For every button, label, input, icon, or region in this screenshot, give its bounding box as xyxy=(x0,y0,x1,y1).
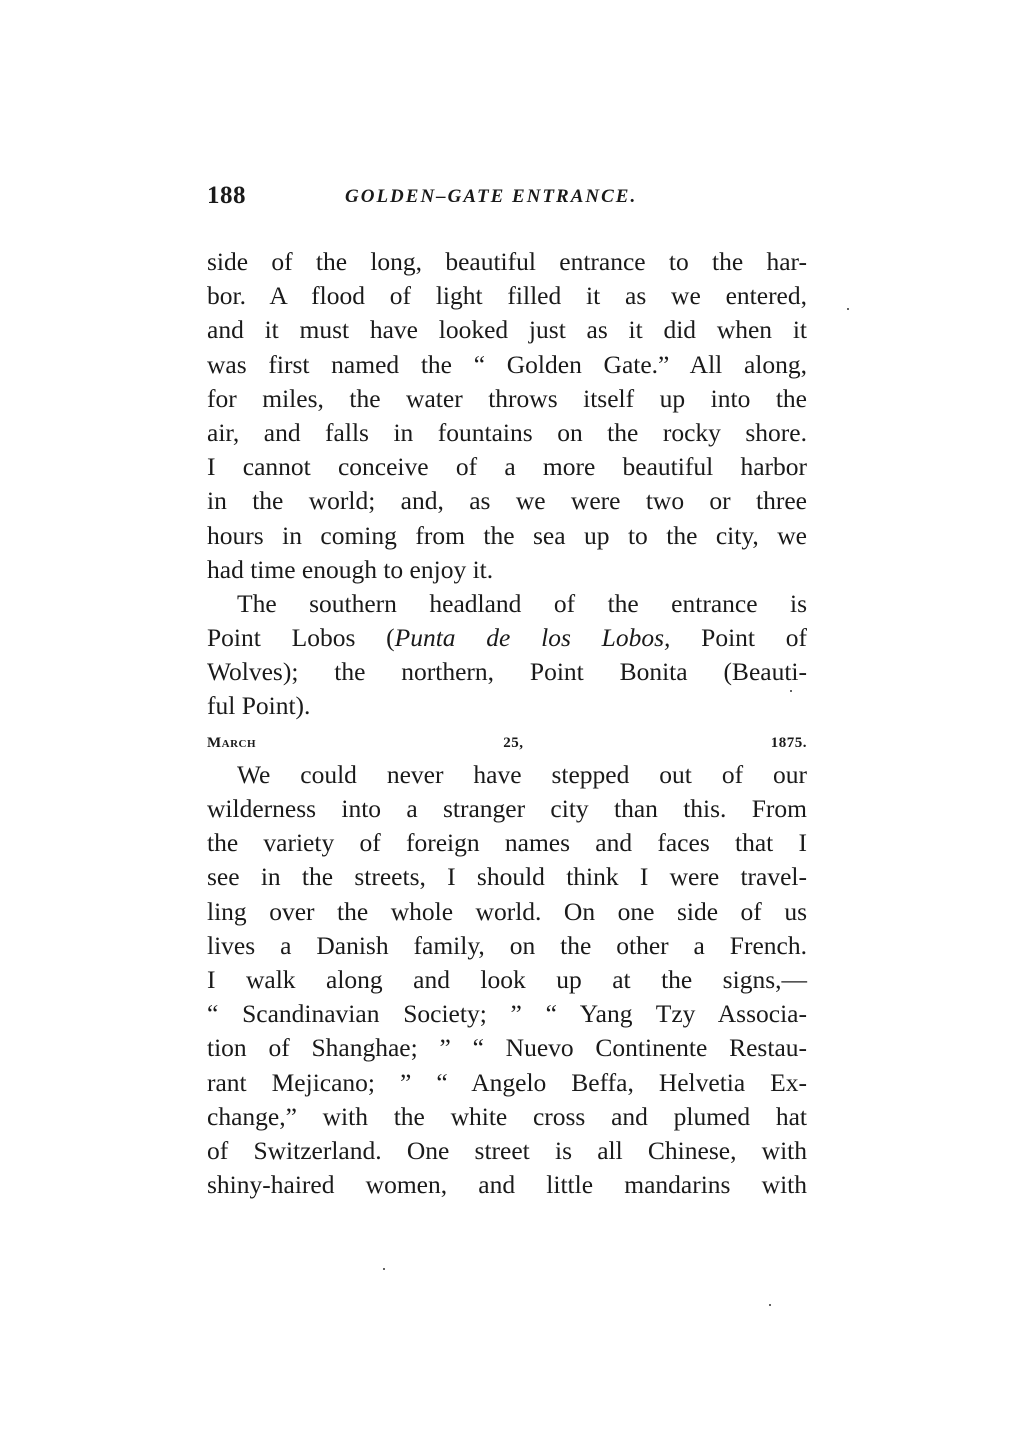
text-run: Point of xyxy=(670,623,808,653)
text-line: We could never have stepped out of our xyxy=(237,759,807,789)
text-line: lives a Danish family, on the other a French. xyxy=(207,930,807,960)
text-line: change,” with the white cross and plumed hat xyxy=(207,1101,807,1131)
page-header xyxy=(207,182,807,222)
paragraph-3 xyxy=(207,758,807,1202)
page-number: 188 xyxy=(207,182,246,209)
text-line: side of the long, beautiful entrance to the har- xyxy=(207,247,807,276)
text-line: I walk along and look up at the signs,— xyxy=(207,964,807,994)
text-run: Point Lobos ( xyxy=(207,623,395,653)
text-line: wilderness into a stranger city than this. From xyxy=(207,794,807,823)
text-line: and it must have looked just as it did when it xyxy=(207,315,807,345)
text-line: Wolves); the northern, Point Bonita (Beauti- xyxy=(207,657,807,687)
text-line: ful Point). xyxy=(207,691,311,721)
text-line: of Switzerland. One street is all Chinese, with xyxy=(207,1135,807,1165)
scan-speck xyxy=(790,690,792,692)
text-line: the variety of foreign names and faces that I xyxy=(207,828,807,858)
dateline: March 25, 1875. xyxy=(207,734,807,751)
text-line: “ Scandinavian Society; ” “ Yang Tzy Associa- xyxy=(207,999,807,1029)
text-line: air, and falls in fountains on the rocky shore. xyxy=(207,417,807,447)
scan-speck xyxy=(383,1268,385,1270)
text-line: see in the streets, I should think I were travel- xyxy=(207,862,807,892)
running-title: GOLDEN–GATE ENTRANCE. xyxy=(345,186,638,207)
text-line: The southern headland of the entrance is xyxy=(237,588,807,618)
text-line: hours in coming from the sea up to the city, we xyxy=(207,520,807,550)
text-line xyxy=(207,621,807,655)
italic-text-run: Punta de los Lobos, xyxy=(394,623,671,653)
scan-speck xyxy=(769,1304,771,1306)
text-line: for miles, the water throws itself up into the xyxy=(207,383,807,413)
text-line: tion of Shanghae; ” “ Nuevo Continente Restau- xyxy=(207,1033,807,1063)
text-line: shiny-haired women, and little mandarins with xyxy=(207,1170,807,1200)
text-line: had time enough to enjoy it. xyxy=(207,554,494,584)
scan-speck xyxy=(847,308,849,310)
paragraph-1 xyxy=(207,245,807,587)
body-text xyxy=(207,245,807,1202)
text-line: I cannot conceive of a more beautiful harbor xyxy=(207,452,807,482)
text-line: rant Mejicano; ” “ Angelo Beffa, Helvetia Ex- xyxy=(207,1067,807,1097)
text-line: was first named the “ Golden Gate.” All along, xyxy=(207,349,807,379)
text-line: ling over the whole world. On one side of us xyxy=(207,896,807,926)
text-line: bor. A flood of light filled it as we entered, xyxy=(207,281,807,311)
text-line: in the world; and, as we were two or three xyxy=(207,486,807,516)
paragraph-2 xyxy=(207,587,807,724)
